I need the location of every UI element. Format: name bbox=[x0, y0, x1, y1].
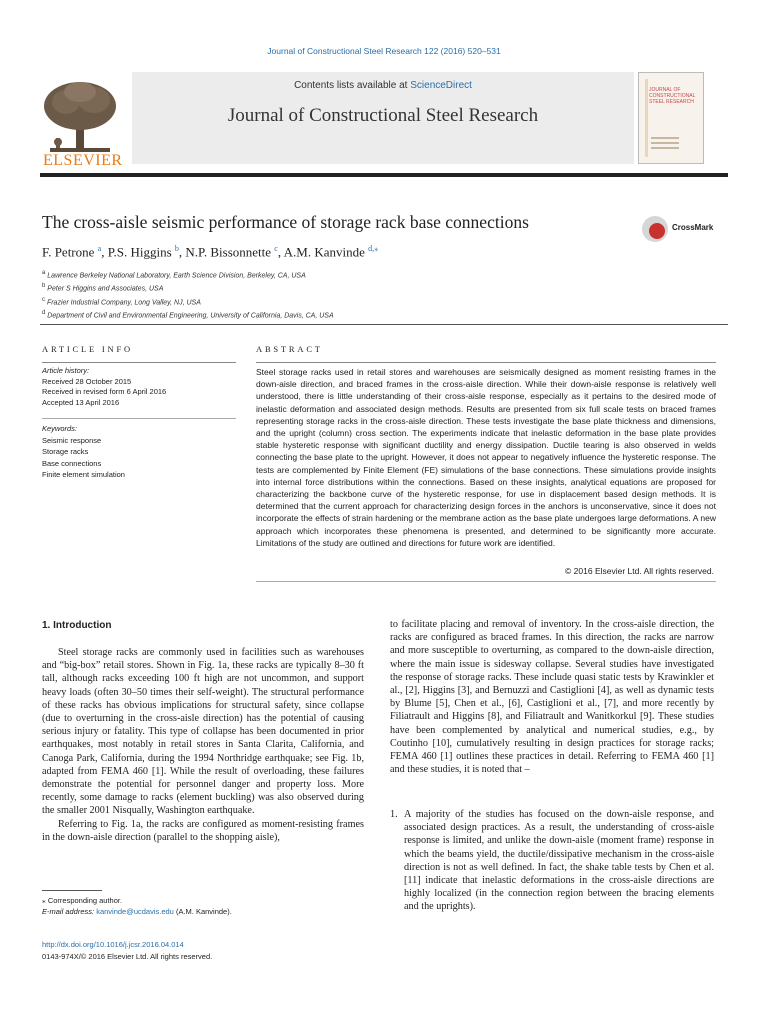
elsevier-wordmark: ELSEVIER bbox=[43, 152, 123, 169]
affiliation-text: Peter S Higgins and Associates, USA bbox=[45, 285, 164, 293]
journal-cover-thumbnail[interactable] bbox=[638, 72, 704, 164]
affiliation-text: Frazier Industrial Company, Long Valley, NJ, USA bbox=[45, 298, 201, 306]
contents-available-line: Contents lists available at ScienceDirect bbox=[294, 80, 472, 91]
crossmark-icon bbox=[642, 216, 668, 242]
journal-title: Journal of Constructional Steel Research bbox=[227, 105, 539, 126]
author-list bbox=[42, 244, 378, 260]
author-name: P.S. Higgins bbox=[107, 244, 175, 260]
abstract-heading: ABSTRACT bbox=[256, 344, 323, 354]
received-date: Received 28 October 2015 bbox=[42, 376, 132, 386]
journal-header bbox=[40, 72, 728, 172]
affiliation-item bbox=[42, 268, 722, 281]
affiliation-item bbox=[42, 295, 722, 308]
article-info-rule bbox=[42, 362, 236, 363]
sciencedirect-link[interactable]: ScienceDirect bbox=[410, 80, 472, 91]
affiliation-marker: a bbox=[42, 270, 46, 276]
introduction-heading: 1. Introduction bbox=[42, 620, 112, 631]
crossmark-button[interactable] bbox=[640, 214, 730, 246]
affiliation-marker: c bbox=[42, 296, 45, 303]
footnote-rule bbox=[42, 890, 102, 891]
paper-title: The cross-aisle seismic performance of storage rack base connections bbox=[42, 212, 529, 232]
header-divider bbox=[40, 173, 728, 177]
numbered-list-item bbox=[390, 808, 714, 914]
keywords-label: Keywords: bbox=[42, 424, 78, 433]
keywords-block bbox=[42, 423, 236, 481]
intro-paragraph-continued: to facilitate placing and removal of inventory. In the cross-aisle direction, the racks are configured as braced frames. In this direction, the racks are narrow and more susceptible to overturning, as compared to the down-aisle direction, where the main issue is sidesway collapse. Several studies have investigated the response of storage racks. These include quasi static tests by Krawinkler et al., [2], Higgins [3], and Bernuzzi and Castiglioni [4], as well as dynamic tests by Blume [5], Chen et al., [6], Castiglioni et al., [7], and more recently by Filiatrault and Higgins [8], and Filiatrault and Wanitkorkul [9]. These studies have been complemented by analytical and numerical studies, e.g., by Coutinho [10], cumulatively resulting in design practices for storage racks; FEMA 460 [1] outlines these practices in detail. Referring to FEMA 460 [1] and these studies, it is noted that – bbox=[390, 619, 714, 776]
crossmark-label: CrossMark bbox=[672, 223, 714, 232]
issn-copyright: 0143-974X/© 2016 Elsevier Ltd. All rights reserved. bbox=[42, 952, 213, 961]
doi-link[interactable]: http://dx.doi.org/10.1016/j.jcsr.2016.04.014 bbox=[42, 940, 184, 949]
corresponding-author-label: ⁎ Corresponding author. bbox=[42, 896, 123, 905]
abstract-end-rule bbox=[256, 581, 716, 582]
affiliation-list bbox=[42, 268, 722, 321]
author-affiliation-marker[interactable]: d,⁎ bbox=[368, 244, 379, 253]
email-label: E-mail address: bbox=[42, 906, 97, 916]
author-name: F. Petrone bbox=[42, 244, 98, 260]
list-item-text: A majority of the studies has focused on the down-aisle response, and associated design practices. As a result, the understanding of cross-aisle response is limited, and unlike the down-aisle (moment frame) response in which the beams yield, the ductile/dissipative mechanism in the cross-aisle direction is not as well defined. In fact, the shake table tests by Chen et al. [11] indicate that inelastic deformations in the cross-aisle directions are highly localized (in the connection region between the bracing elements and the uprights). bbox=[404, 809, 714, 913]
accepted-date: Accepted 13 April 2016 bbox=[42, 397, 120, 407]
affiliation-marker: b bbox=[42, 283, 46, 290]
left-column bbox=[42, 646, 364, 844]
author-separator: , bbox=[101, 244, 108, 260]
email-owner: (A.M. Kanvinde). bbox=[173, 906, 232, 916]
intro-paragraph-1: Steel storage racks are commonly used in facilities such as warehouses and “big-box” retail stores. Shown in Fig. 1a, these racks are typically 8–30 ft tall, although racks exceeding 100 ft high are not uncommon, and support heavy loads (often 30–50 times their self-weight). The structural performance of these racks has obvious implications for structural safety, since collapse (due to overturning in the cross-aisle direction) has the potential of causing serious injury or fatality. This type of collapse has been documented in prior earthquakes, most notably in retail stores in Santa Clarita, California, and Canoga Park, California, during the 1994 Northridge earthquake; see Fig. 1b, adapted from FEMA 460 [1]. While the result of overloading, these failures demonstrate the potential for personnel danger and property loss. More recently, some damage to racks (element buckling) was also observed during the smaller 2001 Nisqually, Washington earthquake. bbox=[42, 647, 364, 817]
cover-title: JOURNAL OF CONSTRUCTIONAL STEEL RESEARCH bbox=[649, 87, 696, 105]
article-info-heading: ARTICLE INFO bbox=[42, 344, 133, 354]
affiliation-text: Department of Civil and Environmental Engineering, University of California, Davis, CA, USA bbox=[45, 312, 334, 320]
title-divider bbox=[40, 324, 728, 325]
right-column bbox=[390, 618, 714, 776]
affiliation-item bbox=[42, 308, 722, 321]
email-link[interactable]: kanvinde@ucdavis.edu bbox=[96, 906, 174, 916]
cover-stripe bbox=[645, 79, 648, 157]
keyword-item: Finite element simulation bbox=[42, 470, 125, 479]
affiliation-text: Lawrence Berkeley National Laboratory, Earth Science Division, Berkeley, CA, USA bbox=[45, 272, 306, 280]
keywords-rule bbox=[42, 418, 236, 419]
author-affiliation-marker[interactable]: c bbox=[274, 244, 278, 253]
revised-date: Received in revised form 6 April 2016 bbox=[42, 387, 167, 396]
keyword-item: Seismic response bbox=[42, 435, 102, 445]
keyword-item: Base connections bbox=[42, 458, 102, 468]
abstract-text: Steel storage racks used in retail stores and warehouses are seismically designed as moment resisting frames in the down-aisle direction, and braced frames in the cross-aisle direction. While their down-aisle response is relatively well understood, there is little understanding of their cross-aisle response, especially as it pertains to the desired mode of inelastic deformation and associated design methods. Results are presented from six full scale tests on braced frames representing storage racks in the cross-aisle direction. These tests investigate the base plate thickness and dimensions, and the upright (column) cross section. The experiments indicate that inelastic deformation in the base plate provides stable hysteretic response with significant ductility and energy dissipation. Ductile tearing is also observed in welds connecting the base plate to the upright. However, it does not appear to negatively influence the hysteretic response. The tests are complemented by Finite Element (FE) simulations of the base connections. These simulations provide insights into internal force distributions within the connections. Based on these insights, analytical equations are proposed for characterizing the backbone curve of the hysteretic response, for use in displacement based design methods. It is determined that the current approach for characterizing design forces in the anchors is unconservative, since it does not incorporate the effects of strain hardening or the membrane action as the base plate undergoes large deformations. A new approach which incorporates these phenomena is presented, and determined to be significantly more accurate. Limitations of the study are outlined and directions for future work are identified. bbox=[256, 367, 716, 548]
intro-paragraph-2: Referring to Fig. 1a, the racks are configured as moment-resisting frames in the down-aisle direction (parallel to the shopping aisle), bbox=[42, 818, 364, 843]
history-label: Article history: bbox=[42, 366, 90, 375]
keyword-item: Storage racks bbox=[42, 447, 89, 456]
affiliation-item bbox=[42, 281, 722, 294]
abstract-copyright: © 2016 Elsevier Ltd. All rights reserved. bbox=[565, 566, 714, 576]
article-history bbox=[42, 366, 236, 408]
list-number: 1. bbox=[390, 809, 398, 820]
author-name: A.M. Kanvinde bbox=[283, 244, 369, 260]
author-affiliation-marker[interactable]: b bbox=[174, 244, 179, 253]
author-separator: , bbox=[277, 244, 284, 260]
journal-citation-link[interactable]: Journal of Constructional Steel Research 122 (2016) 520–531 bbox=[267, 46, 501, 56]
journal-banner bbox=[132, 72, 634, 164]
abstract-rule bbox=[256, 362, 716, 363]
author-name: N.P. Bissonnette bbox=[185, 244, 275, 260]
affiliation-marker: d bbox=[42, 309, 46, 316]
author-affiliation-marker[interactable]: a bbox=[97, 244, 102, 253]
cover-text-lines bbox=[651, 137, 679, 152]
author-separator: , bbox=[178, 244, 186, 260]
corresponding-author-footnote bbox=[42, 896, 364, 917]
